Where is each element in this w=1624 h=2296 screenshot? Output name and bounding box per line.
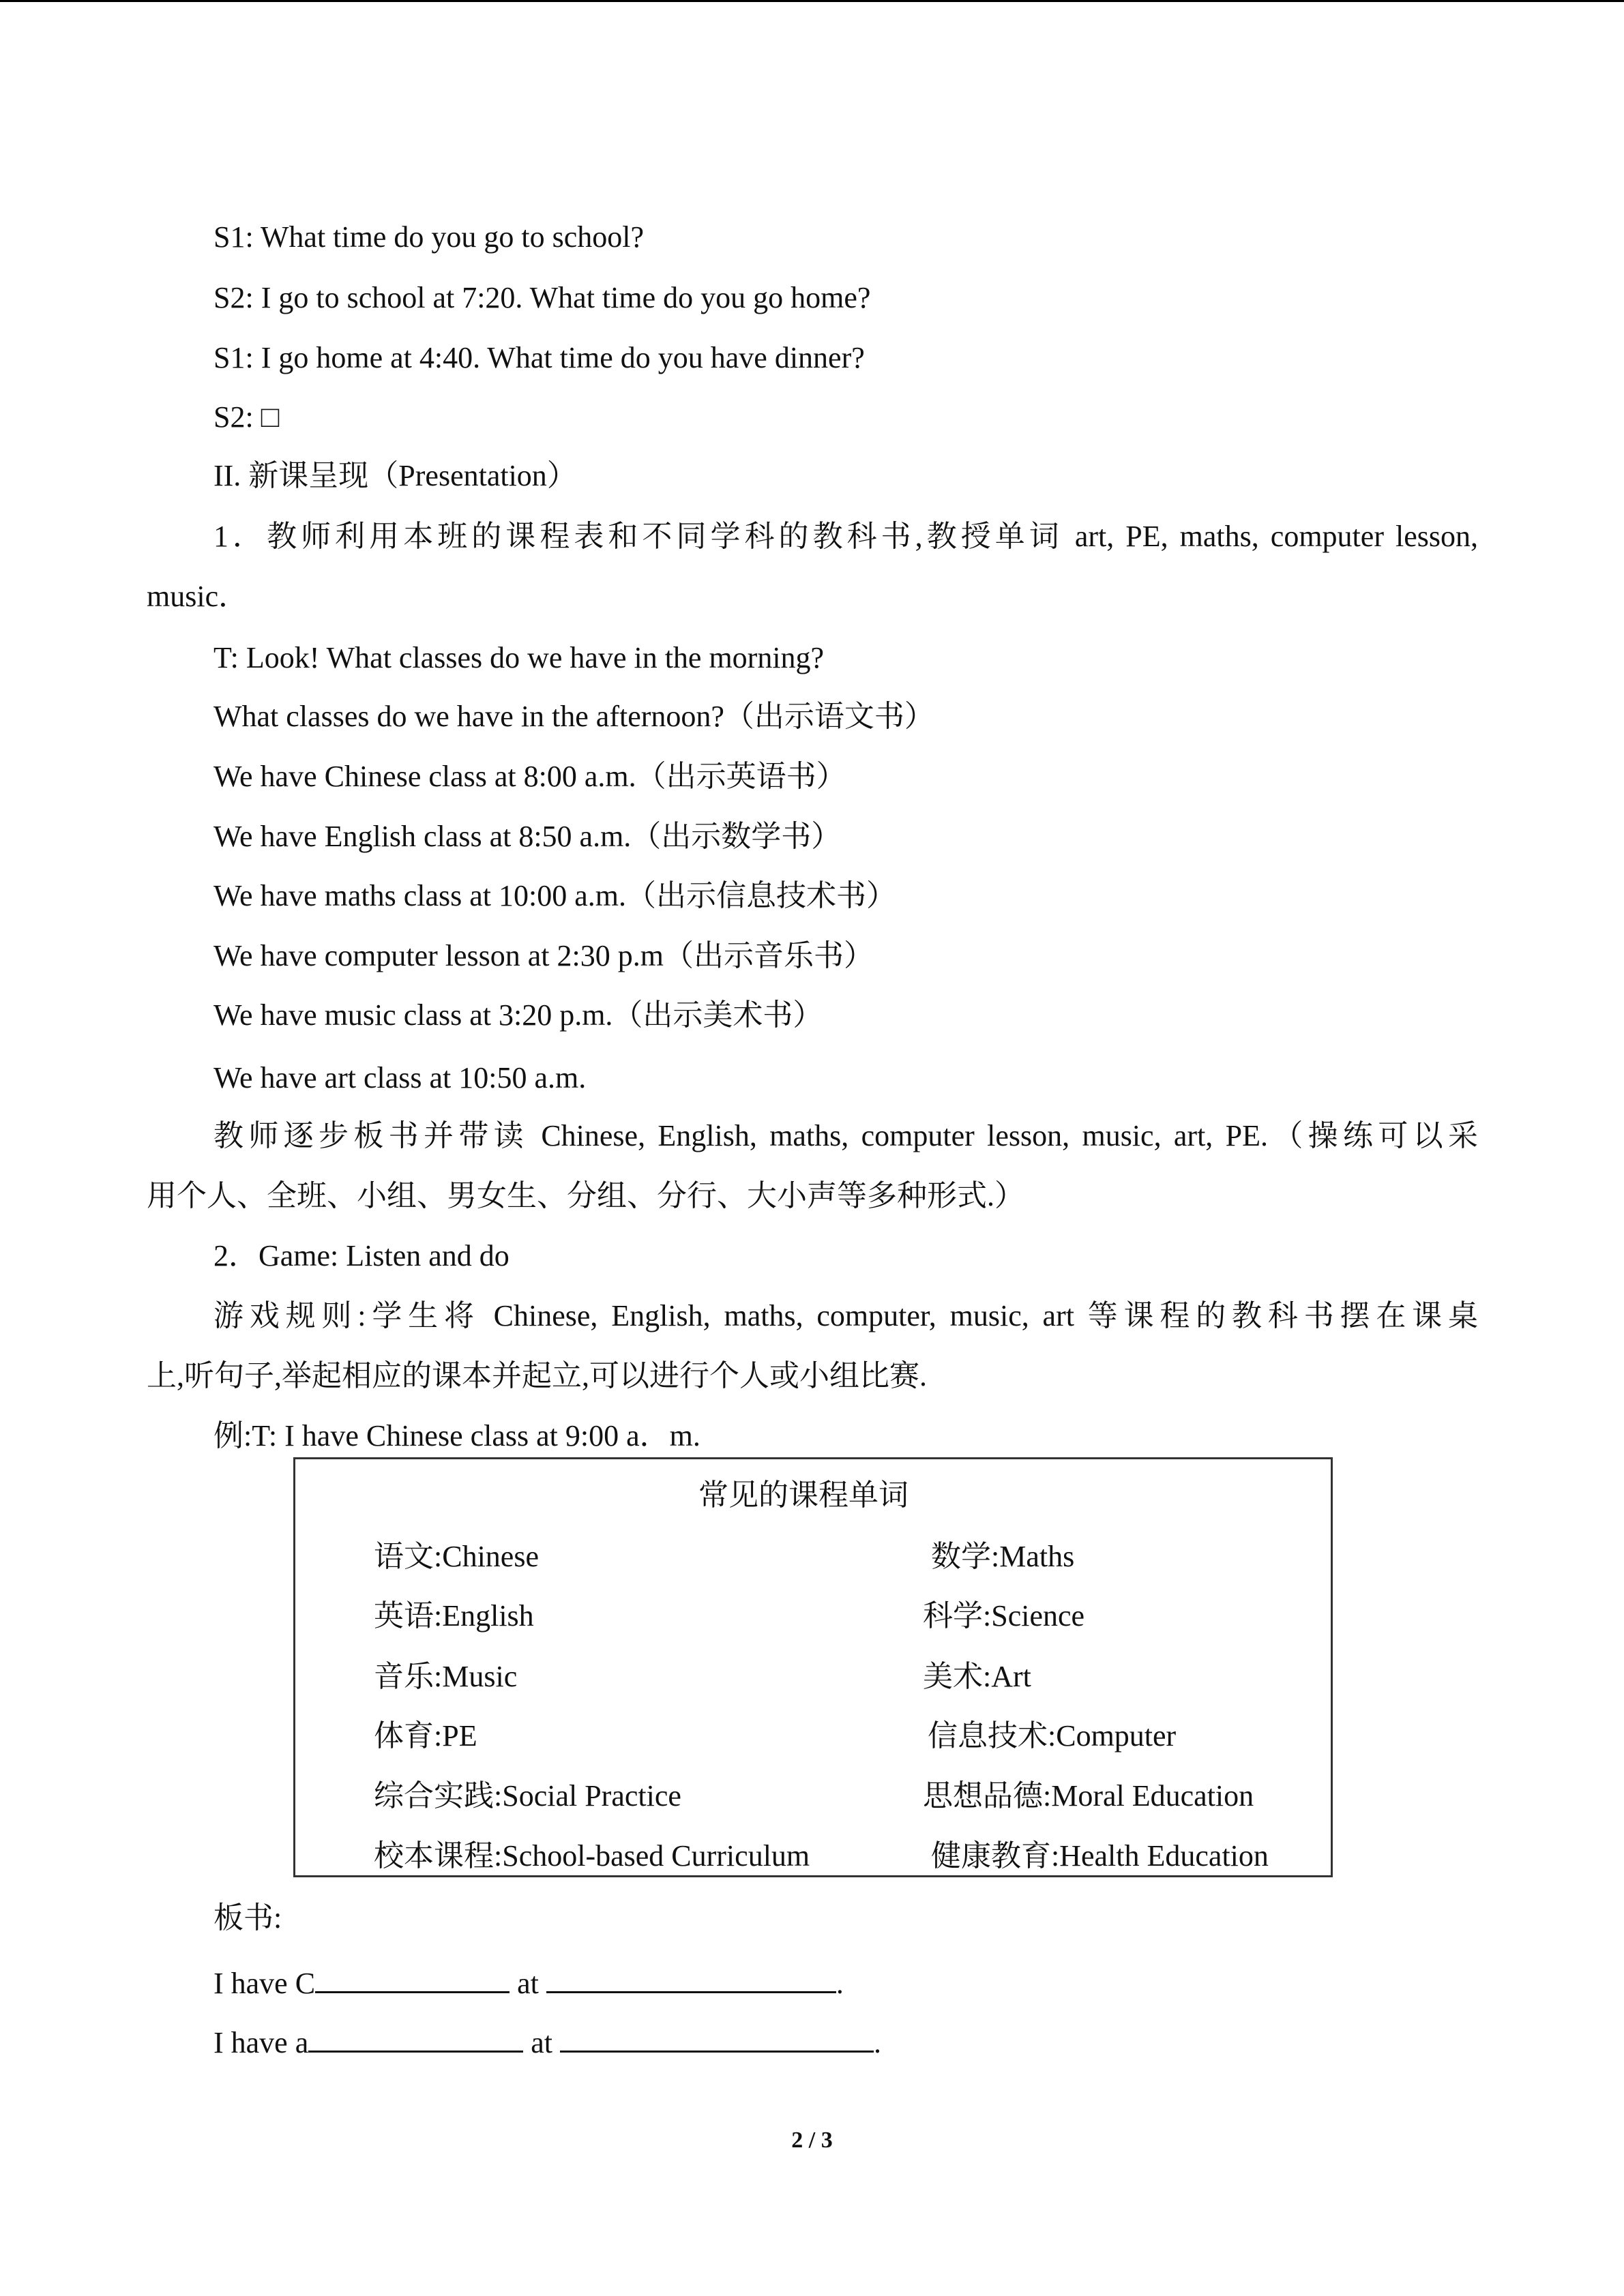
fill-line-1 bbox=[213, 1961, 844, 2004]
section-heading: II. 新课呈现（Presentation） bbox=[213, 459, 577, 492]
fill-line-1-start: I have C bbox=[213, 1967, 316, 2000]
vocab-right-1: 数学:Maths bbox=[931, 1540, 1075, 1573]
fill-line-2-middle: at bbox=[523, 2026, 561, 2059]
vocab-left-4: 体育:PE bbox=[374, 1719, 477, 1753]
blank-2b bbox=[560, 2021, 874, 2053]
top-rule bbox=[0, 0, 1624, 2]
fill-line-1-middle: at bbox=[510, 1967, 546, 2000]
vocab-left-5: 综合实践:Social Practice bbox=[374, 1779, 681, 1813]
step2-heading: 2．Game: Listen and do bbox=[213, 1239, 510, 1272]
teacher-line-1: T: Look! What classes do we have in the morning? bbox=[213, 641, 825, 674]
page-number: 2 / 3 bbox=[791, 2128, 833, 2153]
vocab-right-4: 信息技术:Computer bbox=[928, 1719, 1177, 1753]
step1-line-2: music． bbox=[147, 580, 249, 613]
teacher-line-8: We have art class at 10:50 a.m. bbox=[213, 1061, 587, 1094]
game-rules-line-2: 上,听句子,举起相应的课本并起立,可以进行个人或小组比赛. bbox=[147, 1359, 927, 1392]
vocab-right-3: 美术:Art bbox=[923, 1660, 1031, 1693]
fill-line-2-end: . bbox=[874, 2026, 882, 2059]
fill-line-2 bbox=[213, 2021, 881, 2063]
teacher-line-5: We have maths class at 10:00 a.m.（出示信息技术书） bbox=[213, 879, 896, 912]
teacher-line-4: We have English class at 8:50 a.m.（出示数学书） bbox=[213, 820, 842, 853]
fill-line-1-end: . bbox=[836, 1967, 844, 2000]
board-label: 板书: bbox=[213, 1901, 282, 1935]
vocab-right-2: 科学:Science bbox=[923, 1599, 1085, 1632]
dialogue-line-4: S2: □ bbox=[213, 400, 280, 434]
board-paragraph-line-1: 教师逐步板书并带读 Chinese, English, maths, computer lesson, music, art, PE.（操练可以采 bbox=[213, 1119, 1478, 1152]
vocab-right-5: 思想品德:Moral Education bbox=[923, 1779, 1254, 1813]
vocab-left-3: 音乐:Music bbox=[374, 1660, 518, 1693]
dialogue-line-2: S2: I go to school at 7:20. What time do you go home? bbox=[213, 281, 871, 314]
teacher-line-2: What classes do we have in the afternoon?（出示语文书） bbox=[213, 700, 934, 733]
vocab-left-6: 校本课程:School-based Curriculum bbox=[374, 1839, 810, 1873]
blank-1a bbox=[315, 1961, 510, 1993]
step1-line-1: 1．教师利用本班的课程表和不同学科的教科书,教授单词 art, PE, maths, computer lesson, bbox=[213, 520, 1478, 553]
blank-1b bbox=[546, 1961, 836, 1993]
board-paragraph-line-2: 用个人、全班、小组、男女生、分组、分行、大小声等多种形式.） bbox=[147, 1179, 1024, 1212]
teacher-line-3: We have Chinese class at 8:00 a.m.（出示英语书） bbox=[213, 760, 846, 793]
vocab-left-1: 语文:Chinese bbox=[374, 1540, 539, 1573]
example-line: 例:T: I have Chinese class at 9:00 a．m. bbox=[213, 1419, 700, 1452]
teacher-line-6: We have computer lesson at 2:30 p.m（出示音乐书） bbox=[213, 939, 874, 972]
dialogue-line-1: S1: What time do you go to school? bbox=[213, 220, 645, 254]
vocab-right-6: 健康教育:Health Education bbox=[931, 1839, 1269, 1873]
vocab-box-title: 常见的课程单词 bbox=[698, 1478, 909, 1512]
teacher-line-7: We have music class at 3:20 p.m.（出示美术书） bbox=[213, 998, 823, 1032]
fill-line-2-start: I have a bbox=[213, 2026, 309, 2059]
dialogue-line-3: S1: I go home at 4:40. What time do you have dinner? bbox=[213, 341, 865, 374]
vocab-left-2: 英语:English bbox=[374, 1599, 534, 1632]
blank-2a bbox=[308, 2021, 523, 2053]
game-rules-line-1: 游戏规则:学生将 Chinese, English, maths, computer, music, art 等课程的教科书摆在课桌 bbox=[213, 1299, 1478, 1332]
